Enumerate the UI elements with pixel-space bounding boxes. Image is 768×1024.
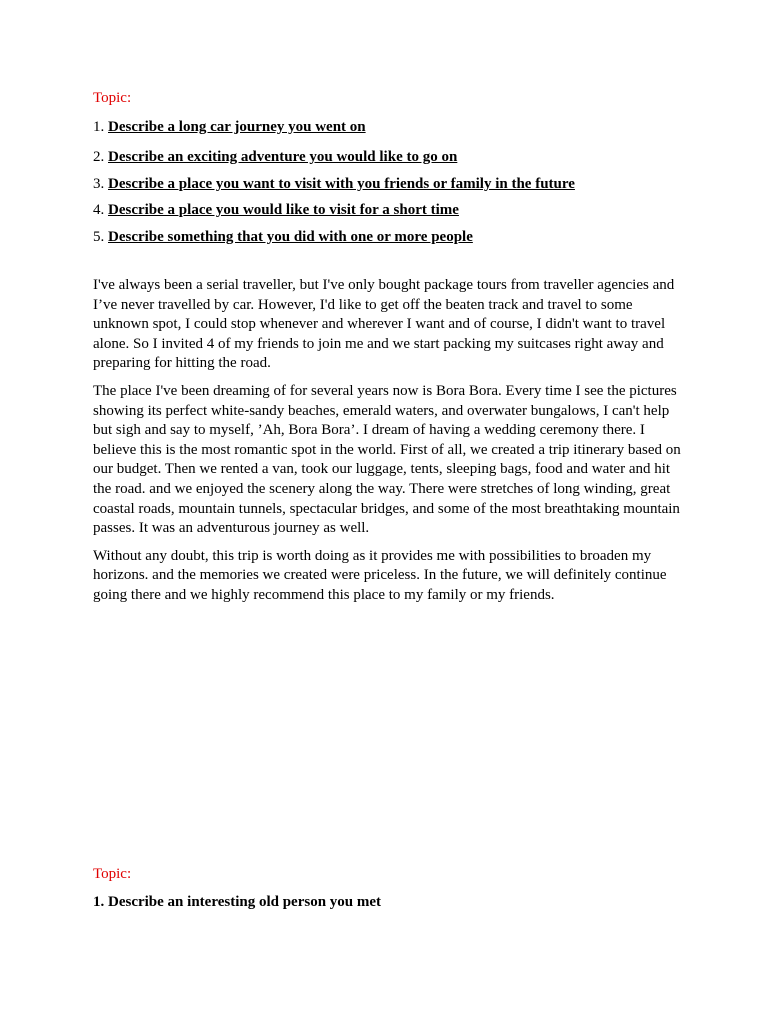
topic-item-title: Describe an exciting adventure you would like to go on	[108, 149, 458, 165]
essay-body	[93, 276, 683, 614]
topic-item-1	[93, 118, 366, 136]
topic-item-3	[93, 175, 575, 193]
topic-item-5	[93, 228, 473, 246]
topic-item-4	[93, 201, 459, 219]
topic-item-title: Describe a place you would like to visit for a short time	[108, 202, 459, 218]
topic-item-title: Describe a long car journey you went on	[108, 119, 366, 135]
topic-label-2: Topic:	[93, 866, 132, 882]
topic-item-number: 5.	[93, 229, 108, 245]
topic-label: Topic:	[93, 90, 132, 106]
topic-item-number: 2.	[93, 149, 108, 165]
topic-item-title: Describe something that you did with one or more people	[108, 229, 473, 245]
topic-item-number: 1.	[93, 119, 108, 135]
topic-item-2	[93, 148, 457, 166]
topic-item-2-1: 1. Describe an interesting old person you met	[93, 894, 382, 910]
essay-paragraph-3: Without any doubt, this trip is worth doing as it provides me with possibilities to broaden my horizons. and the memories we created were priceless. In the future, we will definitely continue going there and we highly recommend this place to my family or my friends.	[93, 547, 667, 603]
essay-paragraph-2: The place I've been dreaming of for several years now is Bora Bora. Every time I see the pictures showing its perfect white-sandy beaches, emerald waters, and overwater bungalows, I can't help but sigh and say to myself, ’Ah, Bora Bora’. I dream of having a wedding ceremony there. I believe this is the most romantic spot in the world. First of all, we created a trip itinerary based on our budget. Then we rented a van, took our luggage, tents, sleeping bags, food and water and hit the road. and we enjoyed the scenery along the way. There were stretches of long winding, great coastal roads, mountain tunnels, spectacular bridges, and some of the most breathtaking mountain passes. It was an adventurous journey as well.	[93, 382, 681, 537]
essay-paragraph-1: I've always been a serial traveller, but I've only bought package tours from traveller agencies and I’ve never travelled by car. However, I'd like to get off the beaten track and travel to some unknown spot, I could stop whenever and wherever I want and of course, I didn't want to travel alone. So I invited 4 of my friends to join me and we start packing my suitcases right away and preparing for hitting the road.	[93, 277, 675, 372]
topic-item-number: 4.	[93, 202, 108, 218]
topic-item-number: 3.	[93, 176, 108, 192]
topic-item-title: Describe a place you want to visit with you friends or family in the future	[108, 176, 575, 192]
